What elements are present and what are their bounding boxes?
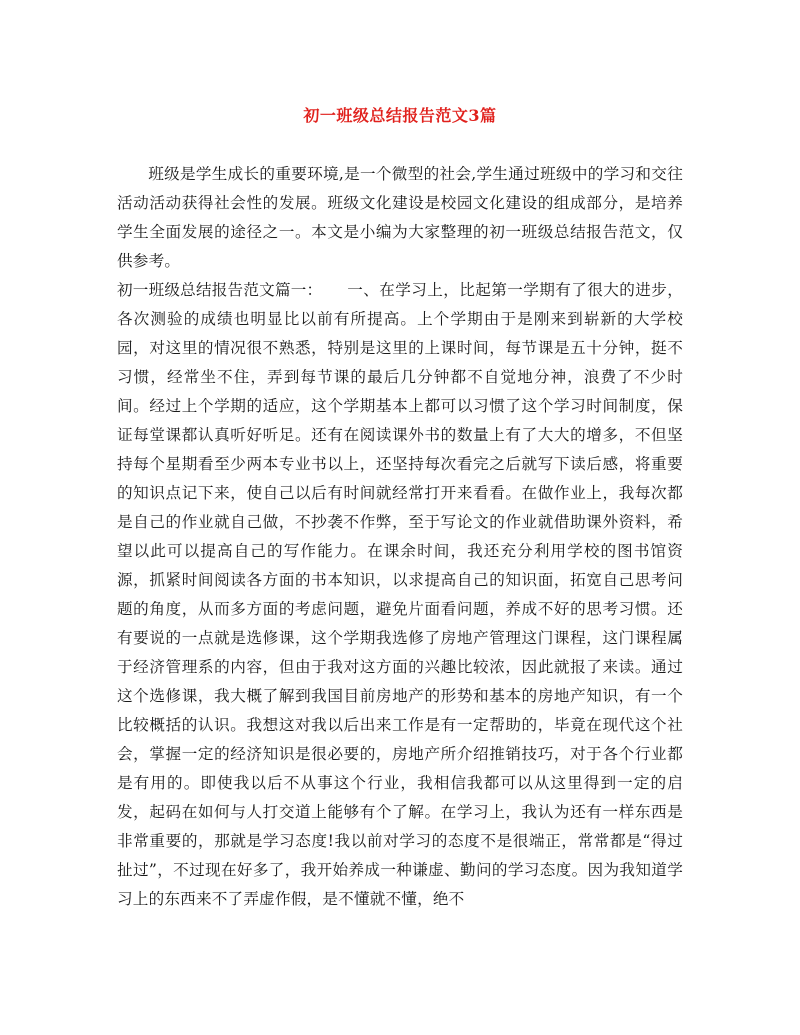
section-heading: 初一班级总结报告范文篇一： bbox=[117, 281, 323, 299]
document-body bbox=[117, 160, 683, 914]
section-one-paragraph bbox=[117, 276, 683, 914]
section-body-text: 一、在学习上，比起第一学期有了很大的进步，各次测验的成绩也明显比以前有所提高。上个学期由于是刚来到崭新的大学校园，对这里的情况很不熟悉，特别是这里的上课时间，每节课是五十分钟，挺不习惯，经常坐不住，弄到每节课的最后几分钟都不自觉地分神，浪费了不少时间。经过上个学期的适应，这个学期基本上都可以习惯了这个学习时间制度，保证每堂课都认真听好听足。还有在阅读课外书的数量上有了大大的增多，不但坚持每个星期看至少两本专业书以上，还坚持每次看完之后就写下读后感，将重要的知识点记下来，使自己以后有时间就经常打开来看看。在做作业上，我每次都是自己的作业就自己做，不抄袭不作弊，至于写论文的作业就借助课外资料，希望以此可以提高自己的写作能力。在课余时间，我还充分利用学校的图书馆资源，抓紧时间阅读各方面的书本知识，以求提高自己的知识面，拓宽自己思考问题的角度，从而多方面的考虑问题，避免片面看问题，养成不好的思考习惯。还有要说的一点就是选修课，这个学期我选修了房地产管理这门课程，这门课程属于经济管理系的内容，但由于我对这方面的兴趣比较浓，因此就报了来读。通过这个选修课，我大概了解到我国目前房地产的形势和基本的房地产知识，有一个比较概括的认识。我想这对我以后出来工作是有一定帮助的，毕竟在现代这个社会，掌握一定的经济知识是很必要的，房地产所介绍推销技巧，对于各个行业都是有用的。即使我以后不从事这个行业，我相信我都可以从这里得到一定的启发，起码在如何与人打交道上能够有个了解。在学习上，我认为还有一样东西是非常重要的，那就是学习态度!我以前对学习的态度不是很端正，常常都是“得过扯过”，不过现在好多了，我开始养成一种谦虚、勤问的学习态度。因为我知道学习上的东西来不了弄虚作假，是不懂就不懂，绝不 bbox=[117, 281, 683, 908]
intro-paragraph: 班级是学生成长的重要环境,是一个微型的社会,学生通过班级中的学习和交往活动活动获得社会性的发展。班级文化建设是校园文化建设的组成部分，是培养学生全面发展的途径之一。本文是小编为大家整理的初一班级总结报告范文，仅供参考。 bbox=[117, 165, 683, 270]
document-title: 初一班级总结报告范文3篇 bbox=[303, 106, 497, 125]
